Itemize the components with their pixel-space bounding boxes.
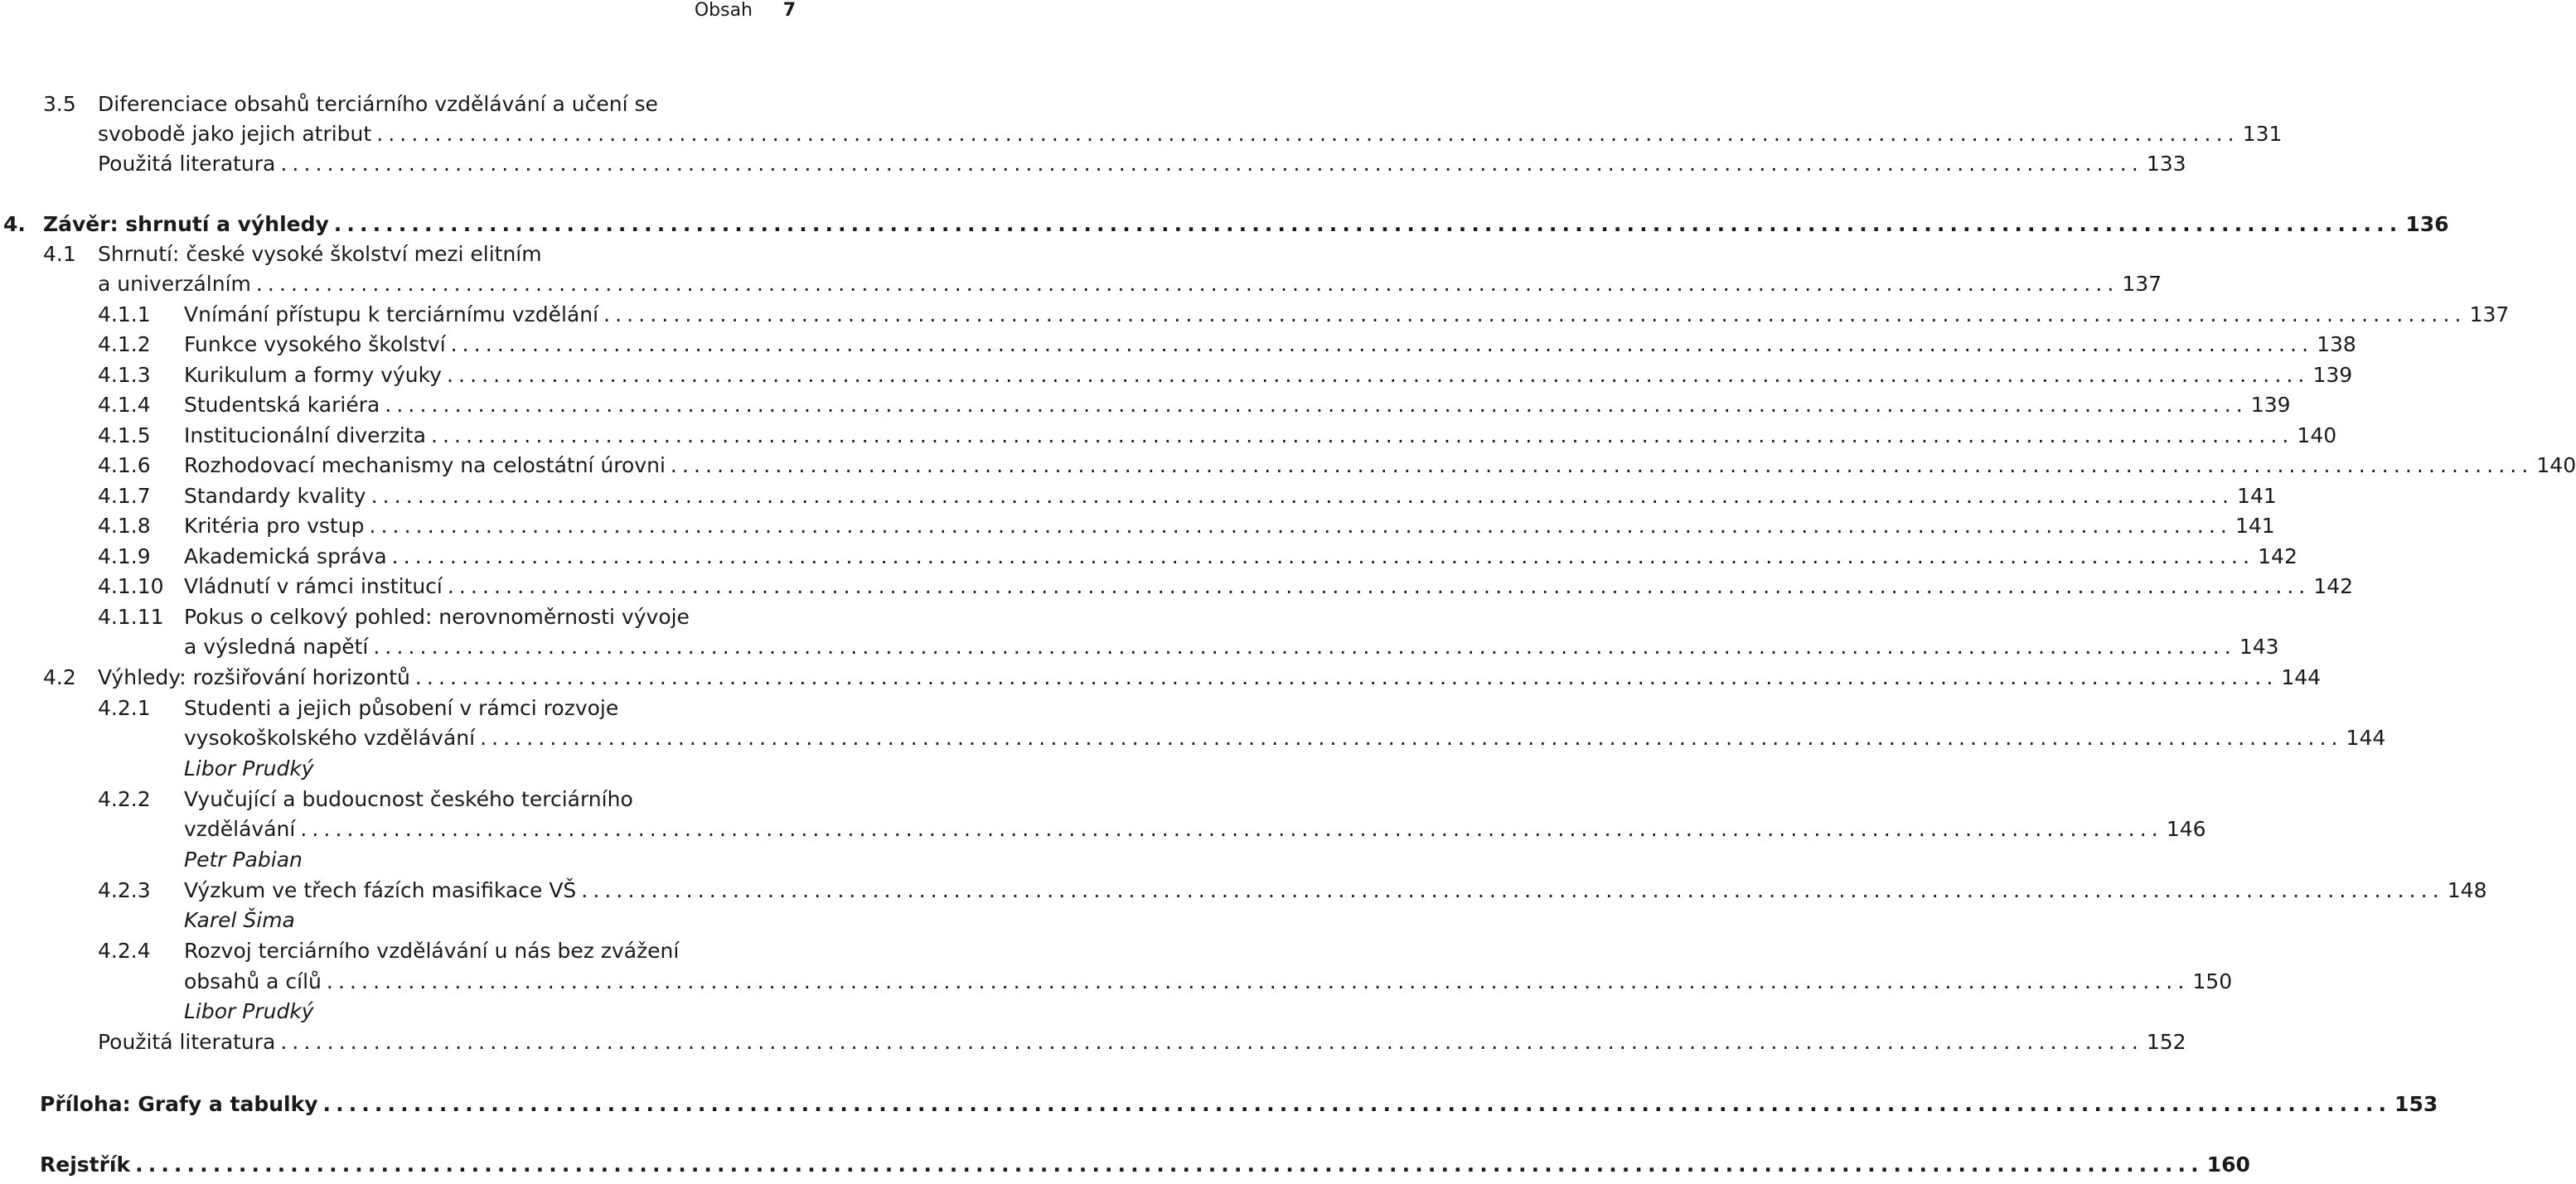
toc-entry-number: 4.1.1 [98, 302, 151, 326]
toc-author: Libor Prudký [184, 756, 314, 780]
dot-leader: ................................................................................................................................................................ [369, 514, 2232, 538]
toc-entry-number: 4.1.9 [98, 544, 151, 568]
toc-entry-title: a výsledná napětí [184, 635, 369, 659]
dot-leader: ................................................................................................................................................................ [385, 393, 2248, 417]
toc-entry[interactable] [0, 1027, 2186, 1057]
toc-entry-title: Závěr: shrnutí a výhledy [43, 212, 329, 236]
toc-entry-title: vzdělávání [184, 817, 296, 841]
toc-author-line [0, 845, 796, 875]
toc-author-line [0, 997, 796, 1027]
toc-page-number[interactable]: 139 [2250, 393, 2291, 417]
toc-entry[interactable] [0, 1090, 2438, 1119]
toc-page-number[interactable]: 138 [2317, 332, 2356, 356]
toc-entry-title: Diferenciace obsahů terciárního vzdělávání a učení se [98, 92, 658, 116]
toc-page-number[interactable]: 144 [2346, 726, 2386, 750]
toc-entry-title: Institucionální diverzita [184, 423, 426, 447]
toc-entry [0, 89, 796, 119]
toc-entry-number: 4.1 [43, 242, 76, 266]
toc-entry-title: Kritéria pro vstup [184, 514, 365, 538]
toc-entry-title: Rozvoj terciárního vzdělávání u nás bez zvážení [184, 939, 680, 963]
dot-leader: ................................................................................................................................................................ [603, 302, 2467, 326]
toc-author: Petr Pabian [184, 848, 303, 872]
toc-entry-title: Pokus o celkový pohled: nerovnoměrnosti vývoje [184, 605, 690, 629]
dot-leader: ................................................................................................................................................................ [414, 665, 2278, 689]
toc-entry-title: Shrnutí: české vysoké školství mezi elitním [98, 242, 542, 266]
toc-author: Libor Prudký [184, 999, 314, 1023]
toc-entry-number: 4.1.3 [98, 363, 151, 387]
toc-page-number[interactable]: 131 [2242, 122, 2283, 146]
toc-entry-title: svobodě jako jejich atribut [98, 122, 372, 146]
toc-page-number[interactable]: 142 [2313, 574, 2354, 598]
toc-entry[interactable] [0, 119, 2283, 149]
toc-entry-number: 4.1.5 [98, 423, 151, 447]
toc-entry-title: Výhledy: rozšiřování horizontů [98, 665, 410, 689]
dot-leader: ................................................................................................................................................................ [300, 817, 2163, 841]
dot-leader: ................................................................................................................................................................ [430, 423, 2294, 447]
toc-entry-title: Rejstřík [40, 1153, 131, 1177]
toc-page-number[interactable]: 141 [2237, 484, 2277, 508]
toc-entry-title: Použitá literatura [98, 152, 276, 176]
toc-entry-title: vysokoškolského vzdělávání [184, 726, 476, 750]
toc-entry[interactable] [0, 390, 2291, 420]
toc-entry[interactable] [0, 663, 2322, 693]
toc-entry[interactable] [0, 967, 2233, 997]
toc-entry-number: 4.1.2 [98, 332, 151, 356]
running-header-title: Obsah [694, 0, 753, 21]
dot-leader: ................................................................................................................................................................ [447, 574, 2311, 598]
dot-leader: ................................................................................................................................................................ [135, 1153, 2204, 1177]
toc-page-number[interactable]: 136 [2405, 212, 2449, 236]
toc-page-number[interactable]: 144 [2281, 665, 2322, 689]
toc-author-line [0, 906, 796, 935]
toc-entry-number: 4.2.2 [98, 787, 151, 811]
toc-entry[interactable] [0, 360, 2353, 390]
toc-entry-title: Příloha: Grafy a tabulky [40, 1092, 318, 1116]
toc-page-number[interactable]: 142 [2258, 544, 2298, 568]
toc-entry-title: Vládnutí v rámci institucí [184, 574, 443, 598]
toc-entry[interactable] [0, 421, 2337, 451]
toc-entry-number: 4.1.8 [98, 514, 151, 538]
dot-leader: ................................................................................................................................................................ [450, 332, 2314, 356]
toc-page-number[interactable]: 140 [2297, 423, 2337, 447]
toc-entry [0, 693, 796, 723]
dot-leader: ................................................................................................................................................................ [480, 726, 2343, 750]
toc-page-number[interactable]: 137 [2469, 302, 2510, 326]
toc-entry-title: obsahů a cílů [184, 969, 322, 993]
toc-entry[interactable] [0, 210, 2449, 239]
toc-entry[interactable] [0, 572, 2354, 602]
toc-entry-number: 3.5 [43, 92, 76, 116]
toc-entry-title: Rozhodovací mechanismy na celostátní úrovni [184, 453, 666, 477]
toc-entry[interactable] [0, 723, 2386, 753]
toc-entry[interactable] [0, 330, 2356, 360]
toc-entry-title: Akademická správa [184, 544, 387, 568]
toc-entry-title: Použitá literatura [98, 1030, 276, 1054]
toc-entry-number: 4.1.10 [98, 574, 164, 598]
toc-entry-title: a univerzálním [98, 272, 251, 296]
dot-leader: ................................................................................................................................................................ [280, 1030, 2143, 1054]
toc-entry[interactable] [0, 542, 2298, 572]
toc-entry[interactable] [0, 300, 2510, 330]
toc-entry[interactable] [0, 876, 2487, 906]
toc-entry-number: 4.1.4 [98, 393, 151, 417]
toc-entry-title: Vnímání přístupu k terciárnímu vzdělání [184, 302, 599, 326]
toc-page-number[interactable]: 152 [2146, 1030, 2186, 1054]
toc-entry-number: 4. [3, 212, 26, 236]
page-number: 7 [782, 0, 796, 21]
toc-page-number[interactable]: 140 [2536, 453, 2576, 477]
toc-page-number[interactable]: 150 [2192, 969, 2233, 993]
toc-entry-title: Standardy kvality [184, 484, 366, 508]
toc-entry-number: 4.2.4 [98, 939, 151, 963]
toc-entry-title: Studentská kariéra [184, 393, 380, 417]
dot-leader: ................................................................................................................................................................ [373, 635, 2236, 659]
dot-leader: ................................................................................................................................................................ [446, 363, 2310, 387]
dot-leader: ................................................................................................................................................................ [581, 878, 2444, 902]
dot-leader: ................................................................................................................................................................ [326, 969, 2190, 993]
toc-author: Karel Šima [184, 908, 295, 932]
toc-page-number[interactable]: 160 [2206, 1153, 2250, 1177]
dot-leader: ................................................................................................................................................................ [376, 122, 2239, 146]
toc-entry-number: 4.2.1 [98, 696, 151, 720]
toc-entry[interactable] [0, 511, 2275, 541]
toc-entry[interactable] [0, 632, 2279, 662]
toc-page-number[interactable]: 133 [2146, 152, 2186, 176]
toc-page-number[interactable]: 137 [2122, 272, 2162, 296]
toc-page-number[interactable]: 141 [2235, 514, 2275, 538]
toc-entry-number: 4.1.7 [98, 484, 151, 508]
dot-leader: ................................................................................................................................................................ [333, 212, 2403, 236]
toc-entry [0, 936, 796, 966]
toc-entry[interactable] [0, 481, 2277, 511]
toc-entry-number: 4.1.11 [98, 605, 164, 629]
toc-entry[interactable] [0, 1150, 2250, 1180]
toc-entry-number: 4.2.3 [98, 878, 151, 902]
toc-page-number[interactable]: 153 [2394, 1092, 2438, 1116]
toc-entry-title: Kurikulum a formy výuky [184, 363, 442, 387]
toc-entry[interactable] [0, 269, 2162, 299]
toc-entry-number: 4.2 [43, 665, 76, 689]
toc-entry[interactable] [0, 149, 2186, 179]
toc-page-number[interactable]: 146 [2166, 817, 2206, 841]
toc-entry[interactable] [0, 814, 2206, 844]
dot-leader: ................................................................................................................................................................ [280, 152, 2143, 176]
toc-author-line [0, 754, 796, 784]
toc-entry[interactable] [0, 451, 2576, 481]
toc-page-number[interactable]: 148 [2447, 878, 2487, 902]
dot-leader: ................................................................................................................................................................ [255, 272, 2119, 296]
toc-page-number[interactable]: 139 [2312, 363, 2353, 387]
toc-entry-title: Funkce vysokého školství [184, 332, 446, 356]
toc-entry-title: Vyučující a budoucnost českého terciárního [184, 787, 633, 811]
dot-leader: ................................................................................................................................................................ [670, 453, 2534, 477]
toc-entry-number: 4.1.6 [98, 453, 151, 477]
toc-page-number[interactable]: 143 [2239, 635, 2279, 659]
toc-entry-title: Výzkum ve třech fázích masifikace VŠ [184, 878, 577, 902]
toc-entry-title: Studenti a jejich působení v rámci rozvoje [184, 696, 619, 720]
toc-entry [0, 239, 796, 269]
dot-leader: ................................................................................................................................................................ [322, 1092, 2392, 1116]
toc-entry [0, 602, 796, 632]
toc-entry [0, 785, 796, 814]
dot-leader: ................................................................................................................................................................ [370, 484, 2235, 508]
dot-leader: ................................................................................................................................................................ [391, 544, 2255, 568]
